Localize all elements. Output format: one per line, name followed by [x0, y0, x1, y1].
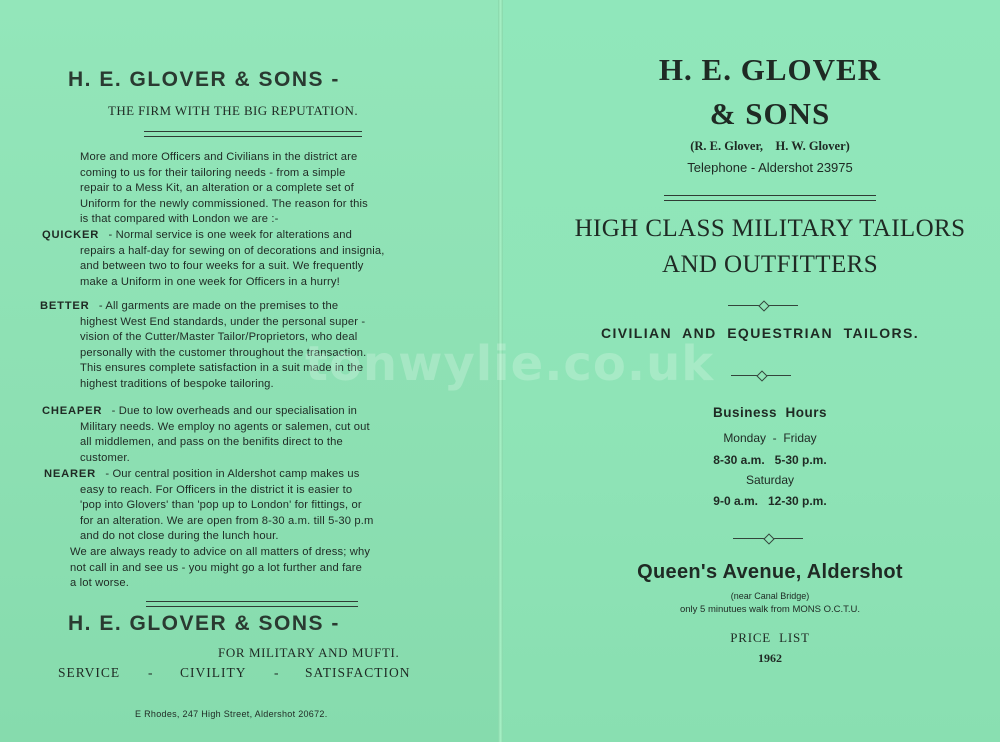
- left-tagline: THE FIRM WITH THE BIG REPUTATION.: [108, 103, 358, 118]
- quicker-line: repairs a half-day for sewing on of decorations and insignia,: [80, 244, 385, 257]
- closing-line: We are always ready to advice on all matters of dress; why: [70, 546, 371, 558]
- nearer-keyword: NEARER: [44, 468, 97, 480]
- walk-distance: only 5 minutues walk from MONS O.C.T.U.: [679, 604, 861, 615]
- left-heading: H. E. GLOVER & SONS -: [68, 68, 340, 91]
- brand-name-line2: & SONS: [709, 96, 831, 131]
- intro-line: is that compared with London we are :-: [80, 213, 279, 226]
- watermark-text: tonwylie.co.uk: [305, 336, 715, 392]
- intro-line: More and more Officers and Civilians in the district are: [80, 151, 358, 163]
- better-line: This ensures complete satisfaction in a suit made in the: [80, 362, 364, 375]
- closing-line: a lot worse.: [70, 577, 130, 590]
- cheaper-paragraph: [42, 404, 434, 466]
- quicker-line: and between two to four weeks for a suit. We frequently: [80, 260, 364, 273]
- left-footer-heading: H. E. GLOVER & SONS -: [68, 612, 340, 635]
- nearer-line: - Our central position in Aldershot camp makes us: [105, 468, 360, 480]
- closing-paragraph: [70, 545, 434, 592]
- better-line: highest West End standards, under the personal super -: [80, 315, 366, 328]
- better-line: - All garments are made on the premises to the: [98, 300, 339, 312]
- intro-line: repair to a Mess Kit, an alteration or a complete set of: [80, 182, 354, 195]
- cheaper-keyword: CHEAPER: [42, 405, 103, 417]
- hours-saturday-label: Saturday: [745, 473, 795, 487]
- nearer-line: 'pop into Glovers' than 'pop up to London' for fittings, or: [80, 499, 362, 512]
- hours-weekday-label: Monday - Friday: [723, 431, 817, 445]
- headline-line2: AND OUTFITTERS: [661, 251, 878, 278]
- cheaper-line: customer.: [80, 451, 130, 464]
- motto-dash: -: [148, 665, 153, 680]
- near-canal: (near Canal Bridge): [730, 591, 810, 601]
- hours-weekday-times: 8-30 a.m. 5-30 p.m.: [713, 453, 827, 467]
- printer-credit: E Rhodes, 247 High Street, Aldershot 20672.: [135, 709, 328, 719]
- partners: (R. E. Glover, H. W. Glover): [690, 139, 850, 153]
- right-top-rule: [664, 195, 876, 201]
- nearer-paragraph: [44, 467, 434, 545]
- quicker-keyword: QUICKER: [42, 229, 100, 241]
- motto-service: SERVICE: [58, 665, 121, 680]
- intro-line: coming to us for their tailoring needs - from a simple: [80, 166, 346, 179]
- quicker-paragraph: [42, 228, 434, 290]
- cheaper-line: Military needs. We employ no agents or salemen, cut out: [80, 420, 370, 433]
- left-top-rule: [144, 131, 362, 137]
- nearer-line: and do not close during the lunch hour.: [80, 530, 279, 543]
- cheaper-line: - Due to low overheads and our specialisation in: [111, 405, 357, 417]
- hours-title: Business Hours: [712, 405, 828, 420]
- brand-name-line1: H. E. GLOVER: [658, 52, 882, 87]
- left-footer-sub: FOR MILITARY AND MUFTI.: [218, 645, 400, 660]
- motto-civility: CIVILITY: [180, 665, 247, 680]
- ornament-rule: [733, 538, 803, 539]
- better-keyword: BETTER: [40, 300, 90, 312]
- price-list: PRICE LIST: [730, 630, 810, 645]
- better-line: highest traditions of bespoke tailoring.: [80, 377, 274, 390]
- better-line: personally with the customer throughout the transaction.: [80, 346, 367, 359]
- ornament-rule: [728, 305, 798, 306]
- nearer-line: easy to reach. For Officers in the district it is easier to: [80, 483, 353, 496]
- address: Queen's Avenue, Aldershot: [637, 561, 903, 583]
- better-line: vision of the Cutter/Master Tailor/Proprietors, who deal: [80, 331, 358, 344]
- intro-paragraph: [80, 150, 430, 228]
- quicker-line: - Normal service is one week for alterations and: [108, 229, 352, 241]
- year: 1962: [758, 651, 782, 665]
- quicker-line: make a Uniform in one week for Officers in a hurry!: [80, 275, 340, 288]
- telephone: Telephone - Aldershot 23975: [687, 160, 853, 175]
- headline-line1: HIGH CLASS MILITARY TAILORS: [574, 215, 966, 242]
- hours-saturday-times: 9-0 a.m. 12-30 p.m.: [713, 494, 827, 508]
- closing-line: not call in and see us - you might go a lot further and fare: [70, 561, 362, 574]
- ornament-rule: [731, 375, 791, 376]
- cheaper-line: all middlemen, and pass on the benifits direct to the: [80, 436, 343, 449]
- motto-dash: -: [274, 665, 279, 680]
- intro-line: Uniform for the newly commissioned. The reason for this: [80, 197, 368, 210]
- civilian-tailors: CIVILIAN AND EQUESTRIAN TAILORS.: [600, 325, 920, 341]
- left-bottom-rule: [146, 601, 358, 607]
- motto-satisfaction: SATISFACTION: [305, 665, 411, 680]
- nearer-line: for an alteration. We are open from 8-30 a.m. till 5-30 p.m: [80, 514, 374, 527]
